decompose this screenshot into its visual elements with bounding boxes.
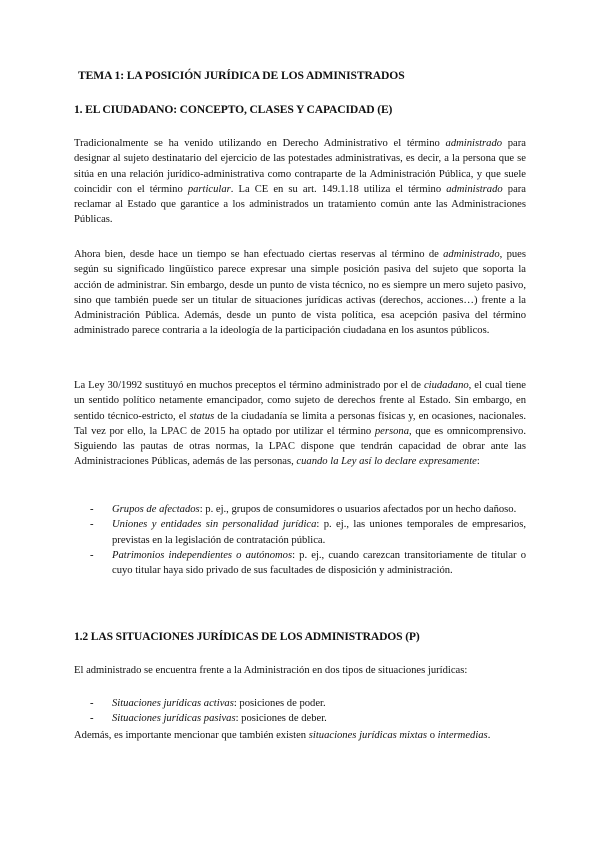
list-situaciones [74,696,526,727]
text-span: para designar al sujeto destinatario del ejercicio de las potestades administrativas, es decir, a la persona que se sitúa en una relación jurídico-administrativa como contraparte de la Administración Pública, y que suele coincidir con el término [74,138,526,195]
italic-term: intermedias [437,730,488,741]
bullet-dash: - [90,504,94,515]
italic-term: cuando la Ley así lo declare expresamente [296,456,477,468]
list-item-text: : posiciones de poder. [233,698,326,709]
paragraph-situaciones-intro: El administrado se encuentra frente a la Administración en dos tipos de situaciones jurídicas: [74,665,468,676]
paragraph-reservas [74,247,526,339]
bullet-dash: - [90,519,94,531]
list-item-lead: Situaciones jurídicas pasivas [112,713,236,725]
list-item-text: : p. ej., cuando carezcan transitoriamente de titular o cuyo titular haya sido privado de sus facultades de disposición y administración. [112,549,527,577]
text-span: La Ley 30/1992 sustituyó en muchos preceptos el término administrado por el de [74,380,424,391]
list-item-lead: Uniones y entidades sin personalidad jurídica [112,519,317,531]
text-span: , que es omnicomprensivo. Siguiendo las pautas de otras normas, la LPAC dispone que tendrán capacidad de obrar ante las Administraciones Públicas, además de las personas, [74,425,526,468]
text-span: o [427,730,438,741]
section-heading-ciudadano: 1. EL CIUDADANO: CONCEPTO, CLASES Y CAPACIDAD (E) [74,103,393,116]
list-item-lead: Patrimonios independientes o autónomos [112,549,293,561]
list-item [74,548,526,579]
text-span: , el cual tiene un sentido político netamente emancipador, como sujeto de derechos frente al Estado. Sin embargo, en sentido técnico-estricto, el [74,380,526,422]
document-title: TEMA 1: LA POSICIÓN JURÍDICA DE LOS ADMINISTRADOS [78,69,405,82]
text-span: de la ciudadanía se limita a personas físicas y, en ocasiones, nacionales. Tal vez por ello, la LPAC de 2015 ha optado por utilizar el término [74,410,526,437]
list-item-text: : posiciones de deber. [235,713,327,725]
list-item [74,711,526,726]
text-span: . La CE en su art. 149.1.18 utiliza el término [230,183,447,195]
list-item [74,696,526,711]
list-capacidad-obrar [74,502,526,578]
text-span: . [487,730,491,741]
italic-term: ciudadano [423,380,469,391]
italic-term: administrado [445,138,503,149]
text-span: Ahora bien, desde hace un tiempo se han efectuado ciertas reservas al término de [74,249,444,260]
italic-term: status [189,410,215,422]
italic-term: administrado [443,249,500,260]
italic-term: situaciones jurídicas mixtas [308,730,428,741]
bullet-dash: - [90,713,94,725]
list-item-text: : p. ej., grupos de consumidores o usuarios afectados por un hecho dañoso. [199,504,517,515]
italic-term: particular [187,183,231,195]
list-item [74,517,526,548]
bullet-dash: - [90,549,94,561]
text-span: para reclamar al Estado que garantice a los administrados un tratamiento común ante las Administraciones Públicas. [74,183,526,226]
italic-term: persona [374,425,409,437]
list-item-text: : p. ej., las uniones temporales de empresarios, previstas en la legislación de contratación pública. [112,519,526,546]
paragraph-ley-30-1992 [74,378,526,470]
bullet-dash: - [90,698,94,709]
list-item-lead: Situaciones jurídicas activas [112,698,234,709]
italic-term: administrado [446,183,503,195]
list-item [74,502,526,517]
list-item-lead: Grupos de afectados [112,504,200,515]
paragraph-administrado [74,136,526,228]
text-span: Tradicionalmente se ha venido utilizando en Derecho Administrativo el término [74,138,446,149]
section-heading-situaciones: 1.2 LAS SITUACIONES JURÍDICAS DE LOS ADMINISTRADOS (P) [74,630,420,643]
paragraph-situaciones-mixtas [74,728,526,743]
text-span: : [476,456,480,468]
text-span: , pues según su significado lingüístico parece expresar una simple posición pasiva del sujeto que soporta la acción de administrar. Sin embargo, desde un punto de vista técnico, no es siempre un mero sujeto pasivo, sino que también puede ser un titular de situaciones jurídicas activas (derechos, acciones…) frente a la Administración Pública. Además, desde un punto de vista política, esa acepción pasiva del término administrado parece contraria a la ideología de la participación ciudadana en los asuntos públicos. [74,249,526,337]
text-span: Además, es importante mencionar que también existen [74,730,309,741]
